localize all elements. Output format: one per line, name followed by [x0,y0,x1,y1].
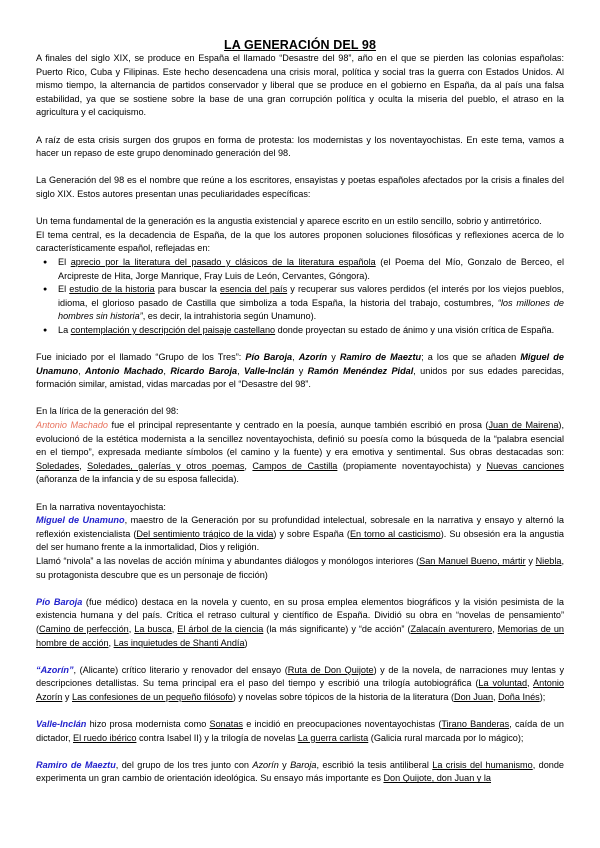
author-valle-inclan: Valle-Inclán [36,719,87,730]
narrative-heading: En la narrativa noventayochista: [36,501,166,512]
author-unamuno: Miguel de Unamuno [36,515,125,526]
characteristics-list [36,256,564,338]
author-baroja: Pío Baroja [36,596,83,607]
paragraph-definition: La Generación del 98 es el nombre que reúne a los escritores, ensayistas y poetas españoles afectados por la crisis a finales del siglo XIX. Estos autores presentan unas peculiaridades específicas: [36,175,564,199]
paragraph-nivola: Llamó “nivola” a las novelas de acción mínima y abundantes diálogos y monólogos interiores (San Manuel Bueno, mártir y Niebla, su protagonista descubre que es un personaje de ficción) [36,555,564,580]
list-item: ● El estudio de la historia para buscar la esencia del país y recuperar sus valores perdidos (el interés por los viejos pueblos, idioma, el glorioso pasado de Castilla que simboliza a toda España, la historia del trabajo, costumbres, “los millones de hombres sin historia”, es decir, la intrahistoria según Unamuno). [52,283,564,324]
lyric-heading: En la lírica de la generación del 98: [36,406,179,417]
spacer [36,202,564,216]
list-item: ● La contemplación y descripción del paisaje castellano donde proyectan su estado de ánimo y una visión crítica de España. [52,324,564,338]
paragraph-baroja: Pío Baroja (fue médico) destaca en la novela y cuento, en su prosa emplea elementos biográficos y la visión pesimista de la existencia humana y del país. Crítica el retraso cultural y científico de España. Dividió su obra en “novelas de pensamiento” (Camino de perfección, La busca, El árbol de la ciencia (la más significante) y “de acción” (Zalacaín aventurero, Memorias de un hombre de acción, Las inquietudes de Shanti Andía) [36,596,564,648]
paragraph-crisis-groups: A raíz de esta crisis surgen dos grupos en forma de protesta: los modernistas y los noventayochistas. En este tema, vamos a hacer un repaso de este grupo denominado generación del 98. [36,134,564,159]
paragraph-machado: Antonio Machado fue el principal representante y centrado en la poesía, aunque también escribió en prosa (Juan de Mairena), evolucionó de la estética modernista a la sencillez noventayochista, definió su poesía como la búsqueda de la “palabra esencial en el tiempo”, expresada mediante símbolos (el camino y la fuente) y era emotiva y sentimental. Sus obras destacadas son: Soledades, Soledades, galerías y otros poemas, Campos de Castilla (propiamente noventayochista) y Nuevas canciones (añoranza de la infancia y de su esposa fallecida). [36,420,564,485]
author-azorin: “Azorín” [36,664,74,675]
spacer [36,582,564,596]
author-machado: Antonio Machado [36,420,109,431]
paragraph-unamuno: Miguel de Unamuno, maestro de la Generación por su profundidad intelectual, sobresale en la narrativa y ensayo y alternó la reflexión existencialista (Del sentimiento trágico de la vida) y sobre España (En torno al casticismo). Su obsesión era la angustia del ser humano frente a la inmortalidad, Dios y religión. [36,515,565,553]
spacer [36,705,564,719]
paragraph-grupo-de-los-tres: Fue iniciado por el llamado “Grupo de los Tres”: Pío Baroja, Azorín y Ramiro de Maeztu; a los que se añaden Miguel de Unamuno, Antonio Machado, Ricardo Baroja, Valle-Inclán y Ramón Menéndez Pidal, unidos por sus edades parecidas, formación similar, amistad, vidas marcadas por el “Desastre del 98”. [36,352,564,390]
document-title: LA GENERACIÓN DEL 98 [223,38,377,52]
spacer [36,745,564,759]
author-maeztu: Ramiro de Maeztu [36,759,116,770]
spacer [36,161,564,175]
spacer [36,337,564,351]
list-item: ● El aprecio por la literatura del pasado y clásicos de la literatura española (el Poema del Mío, Gonzalo de Berceo, el Arcipreste de Hita, Jorge Manrique, Fray Luis de León, Cervantes, Góngora). [52,256,564,283]
paragraph-desastre: A finales del siglo XIX, se produce en España el llamado “Desastre del 98”, año en el que se pierden las colonias españolas: Puerto Rico, Cuba y Filipinas. Este hecho desencadena una crisis moral, política y social tras la guerra con Estados Unidos. Al mismo tiempo, la alternancia de partidos conservador y liberal que se produce en el gobierno en España, da al país una falsa estabilidad, ya que se sostiene sobre la base de una gran corrupción política y oculta la miseria del pueblo, el atraso en la agricultura y el caciquismo. [36,53,564,118]
spacer [36,650,564,664]
spacer [36,120,564,134]
spacer [36,392,564,406]
paragraph-valle-inclan: Valle-Inclán hizo prosa modernista como Sonatas e incidió en preocupaciones noventayochistas (Tirano Banderas, caída de un dictador, El ruedo ibérico contra Isabel II) y la trilogía de novelas La guerra carlista (Galicia rural marcada por lo mágico); [36,719,565,743]
paragraph-theme: Un tema fundamental de la generación es la angustia existencial y aparece escrito en un estilo sencillo, sobrio y antirretórico. [36,216,542,227]
paragraph-central-theme: El tema central, es la decadencia de España, de la que los autores proponen soluciones filosóficas y reflexiones acerca de lo característicamente español, reflejadas en: [36,229,564,254]
paragraph-azorin: “Azorín”, (Alicante) crítico literario y renovador del ensayo (Ruta de Don Quijote) y de la novela, de narraciones muy lentas y descripciones detallistas. Su tema principal era el paso del tiempo y escribió una trilogía autobiográfica (La voluntad, Antonio Azorín y Las confesiones de un pequeño filósofo) y novelas sobre tópicos de la historia de la literatura (Don Juan, Doña Inés); [36,664,565,702]
paragraph-maeztu: Ramiro de Maeztu, del grupo de los tres junto con Azorín y Baroja, escribió la tesis antiliberal La crisis del humanismo, donde experimenta un gran cambio de orientación ideológica. Su ensayo más importante es Don Quijote, don Juan y la [36,759,564,784]
spacer [36,487,564,501]
